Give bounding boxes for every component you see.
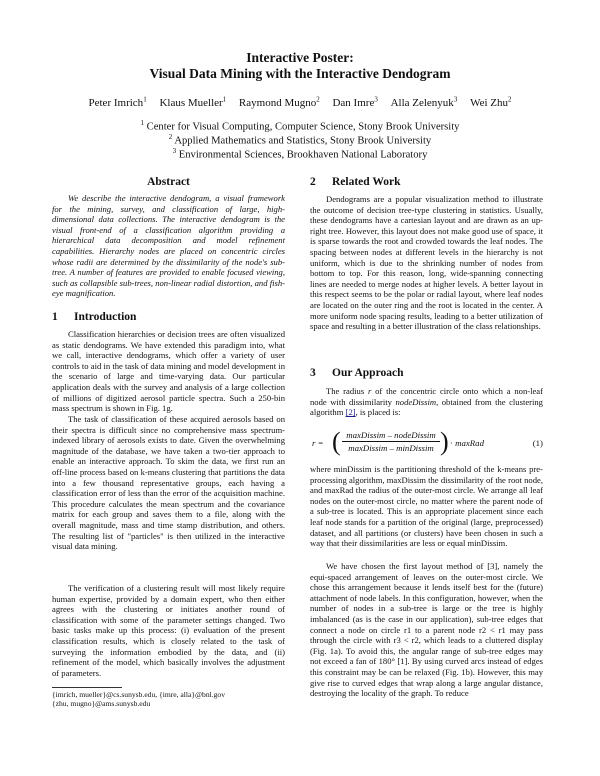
- approach-paragraph-2: where minDissim is the partitioning threshold of the k-means pre-processing algorithm, maxDissim the dissimilarity of the root node, and maxRad the radius of the outer-most circle. We arrange all leaf nodes on the outer-most circle, no matter where the parent node of a sub-tree is located. This is an appropriate placement since each leaf node stands for a partition of the original (large, preprocessed) dataset, and all partitions (or clusters) have been chosen in such a way that their dissimilarities are less or equal minDissim.: [310, 464, 543, 549]
- equation-rhs: · maxRad: [450, 438, 484, 448]
- approach-paragraph-1: The radius r of the concentric circle onto which a non-leaf node with dissimilarity nodeDissim, obtained from the clustering algorithm [2], is placed is:: [310, 386, 543, 418]
- paper-title-line1: Interactive Poster:: [246, 50, 354, 65]
- intro-paragraph-3: The verification of a clustering result will most likely require human expertise, provided by a domain expert, who then either agrees with the clustering or initiates another round of classification with some of the parameter settings changed. Two basic tasks make up this process: (i) evaluation of the present classification results, which is closely related to the task of surveying the information embodied by the data, and (ii) refinement of the model, which basically involves the adjustment of parameters.: [52, 583, 285, 678]
- equation-paren: ): [440, 427, 449, 456]
- equation-denominator: maxDissim – minDissim: [348, 443, 434, 453]
- abstract-heading: Abstract: [147, 176, 190, 188]
- equation-numerator: maxDissim – nodeDissim: [342, 430, 440, 442]
- footnote-email-2: {zhu, mugno}@ams.sunysb.edu: [52, 699, 151, 708]
- author: Peter Imrich$^1$: [88, 95, 147, 109]
- equation-lhs: r =: [312, 438, 324, 448]
- author: Klaus Mueller$^1$: [159, 95, 227, 109]
- author: Raymond Mugno$^2$: [238, 95, 320, 109]
- affiliation: $^2$ Applied Mathematics and Statistics, Stony Brook University: [168, 133, 432, 147]
- author: Wei Zhu$^2$: [470, 95, 512, 109]
- equation-1: [310, 428, 543, 458]
- section-heading-introduction: 1 Introduction: [52, 311, 137, 323]
- citation-link[interactable]: [2]: [345, 407, 356, 418]
- intro-paragraph-2: The task of classification of these acquired aerosols based on their spectra is difficult since no comprehensive mass spectrum-indexed library of aerosols exists to date. Given the overwhelming magnitude of the database, we have taken a two-tier approach to enable an interactive approach. To skim the data, we first run an off-line process based on k-means clustering that partitions the data into a few thousand representative groups, each having a classification error of less than the error of the acquisition machine. This procedure calculates the mean spectrum and the covariance matrix for each group and saves them to a file, along with the overall magnitude, mass and time stamp distribution, and others. The resulting list of "particles" is then utilized in the interactive visual data mining.: [52, 414, 285, 552]
- equation-fraction: [342, 430, 440, 453]
- section-heading-our-approach: 3 Our Approach: [310, 367, 404, 379]
- section-heading-related-work: 2 Related Work: [310, 176, 401, 188]
- footnote-rule: [52, 687, 122, 688]
- author: Alla Zelenyuk$^3$: [390, 95, 458, 109]
- footnote-email-1: {imrich, mueller}@cs.sunysb.edu, {imre, alla}@bnl.gov: [52, 690, 226, 699]
- abstract-text: We describe the interactive dendogram, a visual framework for the mining, survey, and classification of large, high-dimensional data collections. The interactive dendogram is the visual front-end of a classification algorithm providing a hierarchical data decomposition and model refinement capabilities. Hierarchy nodes are placed on concentric circles whose radii are determined by the dissimilarity of the node's sub-tree. A number of features are provided to enable focused viewing, such as collapsible sub-trees, non-linear radial distortion, and fish-eye magnification.: [52, 193, 285, 299]
- approach-paragraph-3: We have chosen the first layout method of [3], namely the equi-spaced arrangement of leaves on the outer-most circle. We chose this arrangement because it lends itself best for the (future) attachment of node labels. In this configuration, however, when the number of nodes in a sub-tree is large or the tree is highly imbalanced (as is the case in our application), sub-tree edges that connect a node on circle r1 to a parent node r2 < r1 may pass through the circle with r3 < r2, which leads to a cluttered display (Fig. 1a). To avoid this, the angular range of sub-tree edges may not exceed a fan of 180° [1]. By using curved arcs instead of edges this constraint may be can be relaxed (Fig. 1b). However, this may give rise to curved edges that wrap along a large angular distance, destroying the locality of the graph. To reduce: [310, 561, 543, 699]
- equation-paren: (: [332, 427, 341, 456]
- equation-number: (1): [532, 438, 543, 448]
- author: Dan Imre$^3$: [332, 95, 378, 109]
- intro-paragraph-1: Classification hierarchies or decision trees are often visualized as static dendograms. We have extended this paradigm into, what we call, interactive dendograms, which offer a variety of user controls to aid in the task of data mining and model development in the scenario of large and time-varying data. Our particular application deals with the survey and analysis of a large collection of millions of digitized aerosol particle spectra. Such a 250-bin mass spectrum is shown in Fig. 1g.: [52, 329, 285, 414]
- related-work-paragraph: Dendograms are a popular visualization method to illustrate the outcome of decision tree-type clustering in statistics. Usually, these dendograms have a cartesian layout and are drawn as an up-right tree. However, this layout does not make good use of space, it is sparse towards the root and crowded towards the leaf nodes. The spacing between nodes at different levels in the hierarchy is not uniform, which is due to the shrinking number of nodes from bottom to top. For this reason, long, wide-spanning connecting lines are needed to merge nodes at higher levels. A better layout in this respect seems to be the polar or radial layout, where leaf nodes are located on the outer ring and the root is located in the center. A more uniform node spacing results, leading to a better utilization of space and resulting in a better illustration of the class relationships.: [310, 194, 543, 332]
- paper-title-line2: Visual Data Mining with the Interactive Dendogram: [149, 66, 451, 81]
- affiliation: $^3$ Environmental Sciences, Brookhaven National Laboratory: [172, 147, 428, 161]
- author-list: [0, 95, 600, 109]
- affiliation: $^1$ Center for Visual Computing, Computer Science, Stony Brook University: [140, 119, 460, 133]
